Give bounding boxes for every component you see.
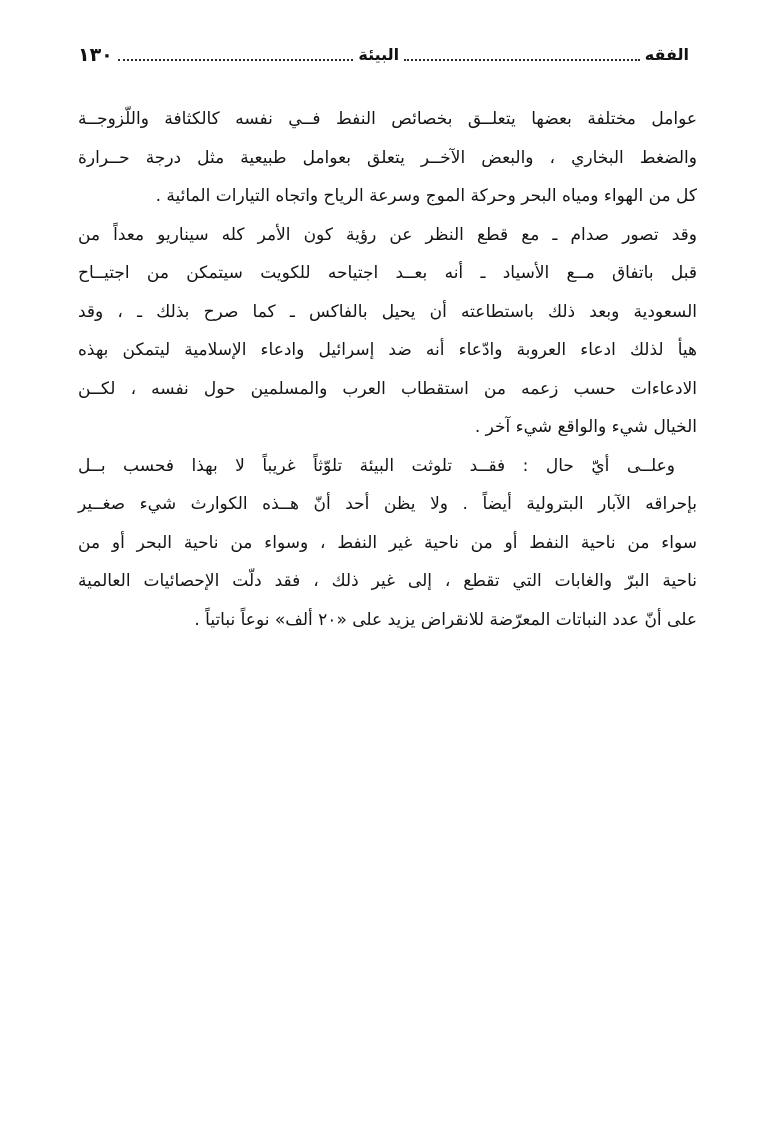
text-line: الخيال شيء والواقع شيء آخر . (474, 417, 697, 437)
text-line: هيأ لذلك ادعاء العروبة وادّعاء أنه ضد إسرائيل وادعاء الإسلامية ليتمكن بهذه (78, 340, 697, 360)
text-line: ناحية البرّ والغابات التي تقطع ، إلى غير ذلك ، فقد دلّت الإحصائيات العالمية (78, 571, 697, 591)
text-line: على أنّ عدد النباتات المعرّضة للانقراض يزيد على «٢٠ ألف» نوعاً نباتياً . (194, 609, 697, 630)
text-line: السعودية وبعد ذلك باستطاعته أن يحيل بالفاكس ـ كما صرح بذلك ـ ، وقد (78, 301, 697, 322)
text-line: بإحراقه الآبار البترولية أيضاً . ولا يظن أحد أنّ هــذه الكوارث شيء صغــير (78, 494, 697, 514)
text-line: الادعاءات حسب زعمه من استقطاب العرب والمسلمين حول نفسه ، لكــن (78, 378, 697, 399)
text-line: وعلــى أيّ حال : فقــد تلوثت البيئة تلوّثاً غريباً لا بهذا فحسب بــل (78, 455, 675, 476)
text-line: سواء من ناحية النفط أو من ناحية غير النفط ، وسواء من ناحية البحر أو من (78, 532, 697, 553)
text-line: عوامل مختلفة بعضها يتعلــق بخصائص النفط فــي نفسه كالكثافة واللّزوجــة (78, 109, 697, 129)
chapter-title: البيئة (358, 45, 400, 64)
book-section-title: الفقه (644, 45, 689, 64)
body-text (78, 100, 697, 639)
page-header (78, 44, 697, 66)
text-line: كل من الهواء ومياه البحر وحركة الموج وسرعة الرياح واتجاه التيارات المائية . (155, 186, 697, 206)
text-line: وقد تصور صدام ـ مع قطع النظر عن رؤية كون الأمر كله سيناريو معداً من (78, 224, 697, 245)
dotted-leader (404, 59, 640, 61)
text-line: والضغط البخاري ، والبعض الآخــر يتعلق بعوامل طبيعية مثل درجة حــرارة (78, 147, 697, 168)
page-number: ١٣٠ (77, 44, 113, 66)
text-line: قبل باتفاق مــع الأسياد ـ أنه بعــد اجتياحه للكويت سيتمكن من اجتيــاح (78, 263, 697, 283)
dotted-leader (118, 59, 354, 61)
